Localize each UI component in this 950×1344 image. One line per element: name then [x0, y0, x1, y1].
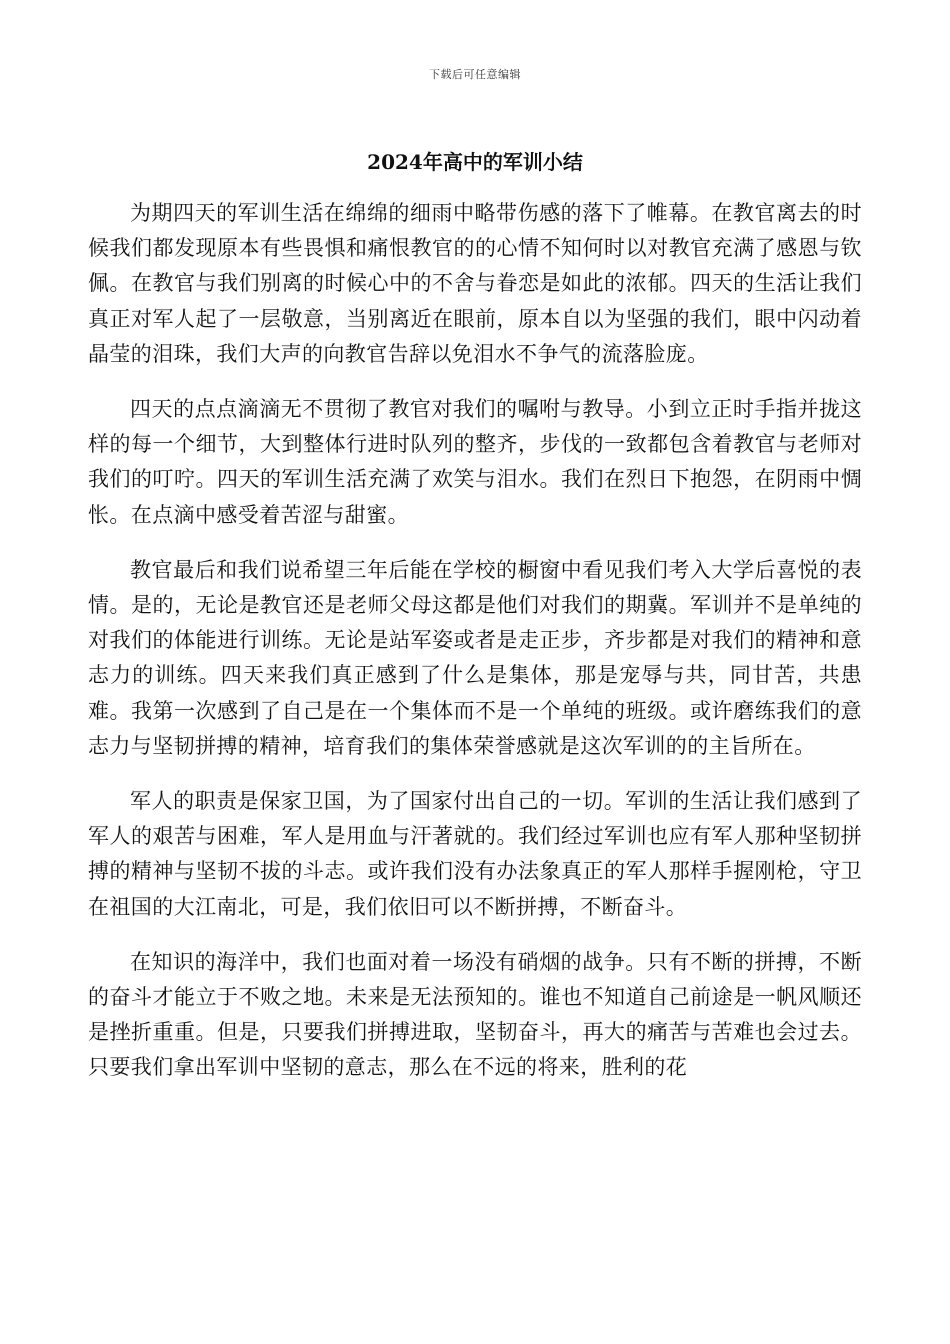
paragraph-2: 四天的点点滴滴无不贯彻了教官对我们的嘱咐与教导。小到立正时手指并拢这样的每一个细节，大到整体行进时队列的整齐，步伐的一致都包含着教官与老师对我们的叮咛。四天的军训生活充满了欢笑与泪水。我们在烈日下抱怨，在阴雨中惆怅。在点滴中感受着苦涩与甜蜜。	[88, 397, 862, 527]
page-header-note: 下载后可任意编辑	[429, 68, 521, 81]
paragraph-1: 为期四天的军训生活在绵绵的细雨中略带伤感的落下了帷幕。在教官离去的时候我们都发现原本有些畏惧和痛恨教官的的心情不知何时以对教官充满了感恩与钦佩。在教官与我们别离的时候心中的不舍与眷恋是如此的浓郁。四天的生活让我们真正对军人起了一层敬意，当别离近在眼前，原本自以为坚强的我们，眼中闪动着晶莹的泪珠，我们大声的向教官告辞以免泪水不争气的流落脸庞。	[88, 201, 862, 366]
paragraph-3: 教官最后和我们说希望三年后能在学校的橱窗中看见我们考入大学后喜悦的表情。是的，无论是教官还是老师父母这都是他们对我们的期冀。军训并不是单纯的对我们的体能进行训练。无论是站军姿或者是走正步，齐步都是对我们的精神和意志力的训练。四天来我们真正感到了什么是集体，那是宠辱与共，同甘苦，共患难。我第一次感到了自己是在一个集体而不是一个单纯的班级。或许磨练我们的意志力与坚韧拼搏的精神，培育我们的集体荣誉感就是这次军训的的主旨所在。	[88, 557, 862, 758]
paragraph-4: 军人的职责是保家卫国，为了国家付出自己的一切。军训的生活让我们感到了军人的艰苦与困难，军人是用血与汗著就的。我们经过军训也应有军人那种坚韧拼搏的精神与坚韧不拔的斗志。或许我们没有办法象真正的军人那样手握刚枪，守卫在祖国的大江南北，可是，我们依旧可以不断拼搏，不断奋斗。	[88, 789, 862, 919]
paragraph-5: 在知识的海洋中，我们也面对着一场没有硝烟的战争。只有不断的拼搏，不断的奋斗才能立于不败之地。未来是无法预知的。谁也不知道自己前途是一帆风顺还是挫折重重。但是，只要我们拼搏进取，坚韧奋斗，再大的痛苦与苦难也会过去。只要我们拿出军训中坚韧的意志，那么在不远的将来，胜利的花	[88, 949, 862, 1080]
document-body	[88, 196, 862, 1106]
document-title: 2024年高中的军训小结	[367, 150, 583, 174]
